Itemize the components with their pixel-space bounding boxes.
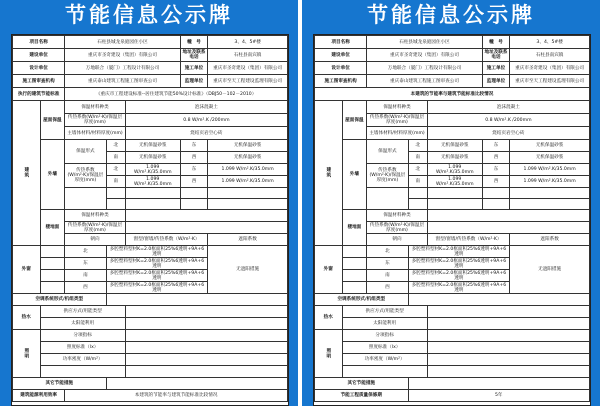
- wall-mat-s: 无机保温砂浆: [427, 152, 482, 164]
- dir-w: 西: [65, 282, 106, 294]
- wall-mat-n: 无机保温砂浆: [427, 140, 482, 152]
- roof-material: 泡沫混凝土: [125, 101, 287, 114]
- power-label: 功率密度（W/m²）: [342, 354, 427, 366]
- standard-label: 执行的建筑节能标准: [13, 88, 65, 101]
- project-name-label: 项目名称: [13, 36, 65, 49]
- dir-s: 南: [367, 270, 408, 282]
- dir-s: 南: [408, 176, 427, 188]
- wall-k-s: 1.099 W/m².K/35.0mm: [427, 176, 482, 188]
- bottom-left-value: 本建筑的节能率与建筑节能标准比较情况: [65, 390, 288, 402]
- wall-k-n: 1.099 W/m².K/35.0mm: [427, 164, 482, 176]
- project-name: 石柱县城龙泉庭园住小区: [367, 36, 483, 49]
- roof-material: 泡沫混凝土: [427, 101, 589, 114]
- wall-mat-w: 无机保温砂浆: [510, 152, 590, 164]
- dir-n: 北: [408, 164, 427, 176]
- roof-k: 0.8 W/m².K /200mm: [427, 114, 589, 127]
- info-sheet: [11, 34, 289, 406]
- building-no: 3、4、5#楼: [510, 36, 590, 49]
- dir-e: 东: [482, 164, 510, 176]
- contractor: 重庆市圣奇建设（集团）有限公司: [208, 62, 288, 75]
- shade-label: 遮阳系数: [208, 234, 288, 246]
- energy-board-left: [0, 0, 298, 406]
- roof-main: 烧结页岩空心砖: [125, 127, 287, 140]
- dir-n: 北: [106, 164, 125, 176]
- bottom-left-label: 建筑能源利用效率: [13, 390, 65, 402]
- info-sheet: [313, 34, 591, 406]
- contractor: 重庆市圣奇建设（集团）有限公司: [510, 62, 590, 75]
- reviewer-label: 施工图审查机构: [315, 75, 367, 88]
- contractor-label: 施工单位: [482, 62, 510, 75]
- contact-label: 地址及联系电话: [482, 49, 510, 62]
- dir-s: 南: [106, 176, 125, 188]
- dir-n: 北: [65, 246, 106, 258]
- wall-form-label: 保温形式: [65, 140, 106, 164]
- board-title: 节能信息公示牌: [367, 3, 535, 27]
- wall-mat-n: 无机保温砂浆: [125, 140, 180, 152]
- shade-value: 无遮阳措施: [208, 246, 288, 294]
- window-spec-w: 多腔塑料型材K=2.0框面积25%6透明+9A+6透明: [106, 282, 208, 294]
- building-label: 建筑: [315, 101, 343, 246]
- wall-k-label: 传热系数(W/m²·K)/保温层厚度(mm): [65, 164, 106, 188]
- renewable-label: 太阳能利用: [40, 318, 125, 330]
- window-label: 外窗: [13, 246, 41, 294]
- reviewer: 重庆泰山建筑工程施工图审查公司: [367, 75, 483, 88]
- wall-k-label: 传热系数(W/m²·K)/保温层厚度(mm): [367, 164, 408, 188]
- warranty-label: 节能工程质量保修期: [315, 390, 409, 402]
- wall-empty-label: [65, 188, 106, 210]
- dir-n: 北: [367, 246, 408, 258]
- wall-mat-e: 无机保温砂浆: [208, 140, 288, 152]
- window-spec-s: 多腔塑料型材K=2.0框面积25%6透明+9A+6透明: [106, 270, 208, 282]
- floor-mat-label: 保温材料种类: [367, 210, 428, 222]
- dir-w: 西: [180, 152, 208, 164]
- dir-s: 南: [106, 152, 125, 164]
- hw-label: 热水: [13, 306, 41, 330]
- roof-k: 0.8 W/m².K /200mm: [125, 114, 287, 127]
- shade-value: 无遮阳措施: [510, 246, 590, 294]
- lamp-label: 分项指标: [40, 330, 125, 342]
- building-no-label: 幢 号: [482, 36, 510, 49]
- wall-k-e: 1.099 W/m².K/35.0mm: [510, 164, 590, 176]
- window-spec-e: 多腔塑料型材K=2.0框面积25%6透明+9A+6透明: [408, 258, 510, 270]
- hw-supply-label: 供应方式/用能类型: [342, 306, 427, 318]
- wall-k-s: 1.099 W/m².K/35.0mm: [125, 176, 180, 188]
- roof-main-label: 主墙体材料/材料厚度(mm): [367, 127, 428, 140]
- dir-w: 西: [482, 176, 510, 188]
- info-table: [314, 35, 590, 402]
- roof-main-label: 主墙体材料/材料厚度(mm): [65, 127, 126, 140]
- other-label: 其它节能措施: [13, 378, 107, 390]
- renewable-label: 太阳能利用: [342, 318, 427, 330]
- contact: 石柱县南宾镇: [208, 49, 288, 62]
- wall-k-w: 1.099 W/m².K/35.0mm: [208, 176, 288, 188]
- wall-k-w: 1.099 W/m².K/35.0mm: [510, 176, 590, 188]
- window-orient-label: 朝向: [65, 234, 126, 246]
- illum-label: 照度标准（lx）: [342, 342, 427, 354]
- shade-label: 遮阳系数: [510, 234, 590, 246]
- window-spec-n: 多腔塑料型材K=2.0框面积25%6透明+9A+6透明: [106, 246, 208, 258]
- roof-k-label: 传热系数(W/m²·K)/保温层厚度(mm): [367, 114, 428, 127]
- dir-w: 西: [482, 152, 510, 164]
- light-label: 照明: [315, 330, 343, 378]
- light-label: 照明: [13, 330, 41, 378]
- info-table: [12, 35, 288, 402]
- wall-label: 外墙: [342, 140, 367, 210]
- building-no: 3、4、5#楼: [208, 36, 288, 49]
- dir-e: 东: [180, 140, 208, 152]
- board-title: 节能信息公示牌: [65, 3, 233, 27]
- wall-form-label: 保温形式: [367, 140, 408, 164]
- window-orient-label: 朝向: [367, 234, 428, 246]
- contact-label: 地址及联系电话: [180, 49, 208, 62]
- hw-supply-label: 供应方式/用能类型: [40, 306, 125, 318]
- roof-label: 屋面保温: [342, 101, 367, 140]
- window-type-label: 窗型/窗墙/传热系数（W/m²·K）: [427, 234, 510, 246]
- dir-s: 南: [65, 270, 106, 282]
- dir-s: 南: [408, 152, 427, 164]
- builder: 重庆市圣奇建设（集团）有限公司: [367, 49, 483, 62]
- project-name-label: 项目名称: [315, 36, 367, 49]
- designer-label: 设计单位: [13, 62, 65, 75]
- dir-e: 东: [65, 258, 106, 270]
- dir-e: 东: [367, 258, 408, 270]
- wall-k-n: 1.099 W/m².K/35.0mm: [125, 164, 180, 176]
- floor-mat-label: 保温材料种类: [65, 210, 126, 222]
- dir-w: 西: [367, 282, 408, 294]
- building-no-label: 幢 号: [180, 36, 208, 49]
- dir-e: 东: [482, 140, 510, 152]
- wall-mat-s: 无机保温砂浆: [125, 152, 180, 164]
- floor-label: 楼地面: [342, 210, 367, 246]
- roof-label: 屋面保温: [40, 101, 65, 140]
- roof-main: 烧结页岩空心砖: [427, 127, 589, 140]
- warranty-value: 5年: [408, 390, 590, 402]
- supervisor-label: 监理单位: [482, 75, 510, 88]
- roof-material-label: 保温材料种类: [367, 101, 428, 114]
- floor-k-label: 传热系数(W/m²·K)/保温层厚度(mm): [65, 222, 126, 234]
- window-spec-e: 多腔塑料型材K=2.0框面积25%6透明+9A+6透明: [106, 258, 208, 270]
- contact: 石柱县南宾镇: [510, 49, 590, 62]
- floor-k-label: 传热系数(W/m²·K)/保温层厚度(mm): [367, 222, 428, 234]
- ac-label: 空调系统形式/机组类型: [13, 294, 107, 306]
- wall-k-e: 1.099 W/m².K/35.0mm: [208, 164, 288, 176]
- window-spec-w: 多腔塑料型材K=2.0框面积25%6透明+9A+6透明: [408, 282, 510, 294]
- ac-label: 空调系统形式/机组类型: [315, 294, 409, 306]
- supervisor: 重庆市至天工程建设监理有限公司: [208, 75, 288, 88]
- roof-k-label: 传热系数(W/m²·K)/保温层厚度(mm): [65, 114, 126, 127]
- window-label: 外窗: [315, 246, 343, 294]
- standard: 《重庆市工程建设标准--居住建筑节能50%设计标准》（DBJ50－102－2010）: [65, 88, 288, 101]
- floor-label: 楼地面: [40, 210, 65, 246]
- dir-e: 东: [180, 164, 208, 176]
- supervisor: 重庆市至天工程建设监理有限公司: [510, 75, 590, 88]
- hw-label: 热水: [315, 306, 343, 330]
- power-label: 功率密度（W/m²）: [40, 354, 125, 366]
- wall-label: 外墙: [40, 140, 65, 210]
- lamp-label: 分项指标: [342, 330, 427, 342]
- wall-mat-e: 无机保温砂浆: [510, 140, 590, 152]
- supervisor-label: 监理单位: [180, 75, 208, 88]
- standard-label: 本建筑的节能率与建筑节能标准比较情况: [315, 88, 590, 101]
- wall-empty-label: [367, 188, 408, 210]
- window-spec-s: 多腔塑料型材K=2.0框面积25%6透明+9A+6透明: [408, 270, 510, 282]
- dir-n: 北: [106, 140, 125, 152]
- dir-n: 北: [408, 140, 427, 152]
- reviewer: 重庆泰山建筑工程施工图审查公司: [65, 75, 181, 88]
- project-name: 石柱县城龙泉庭园住小区: [65, 36, 181, 49]
- builder-label: 建设单位: [13, 49, 65, 62]
- other-label: 其它节能措施: [315, 378, 409, 390]
- wall-mat-w: 无机保温砂浆: [208, 152, 288, 164]
- roof-material-label: 保温材料种类: [65, 101, 126, 114]
- building-label: 建筑: [13, 101, 41, 246]
- builder: 重庆市圣奇建设（集团）有限公司: [65, 49, 181, 62]
- reviewer-label: 施工图审查机构: [13, 75, 65, 88]
- energy-board-right: [302, 0, 600, 406]
- illum-label: 照度标准（lx）: [40, 342, 125, 354]
- contractor-label: 施工单位: [180, 62, 208, 75]
- window-type-label: 窗型/窗墙/传热系数（W/m²·K）: [125, 234, 208, 246]
- builder-label: 建设单位: [315, 49, 367, 62]
- window-spec-n: 多腔塑料型材K=2.0框面积25%6透明+9A+6透明: [408, 246, 510, 258]
- designer: 万地联合（厦门）工程设计有限公司: [65, 62, 181, 75]
- designer: 万地联合（厦门）工程设计有限公司: [367, 62, 483, 75]
- designer-label: 设计单位: [315, 62, 367, 75]
- dir-w: 西: [180, 176, 208, 188]
